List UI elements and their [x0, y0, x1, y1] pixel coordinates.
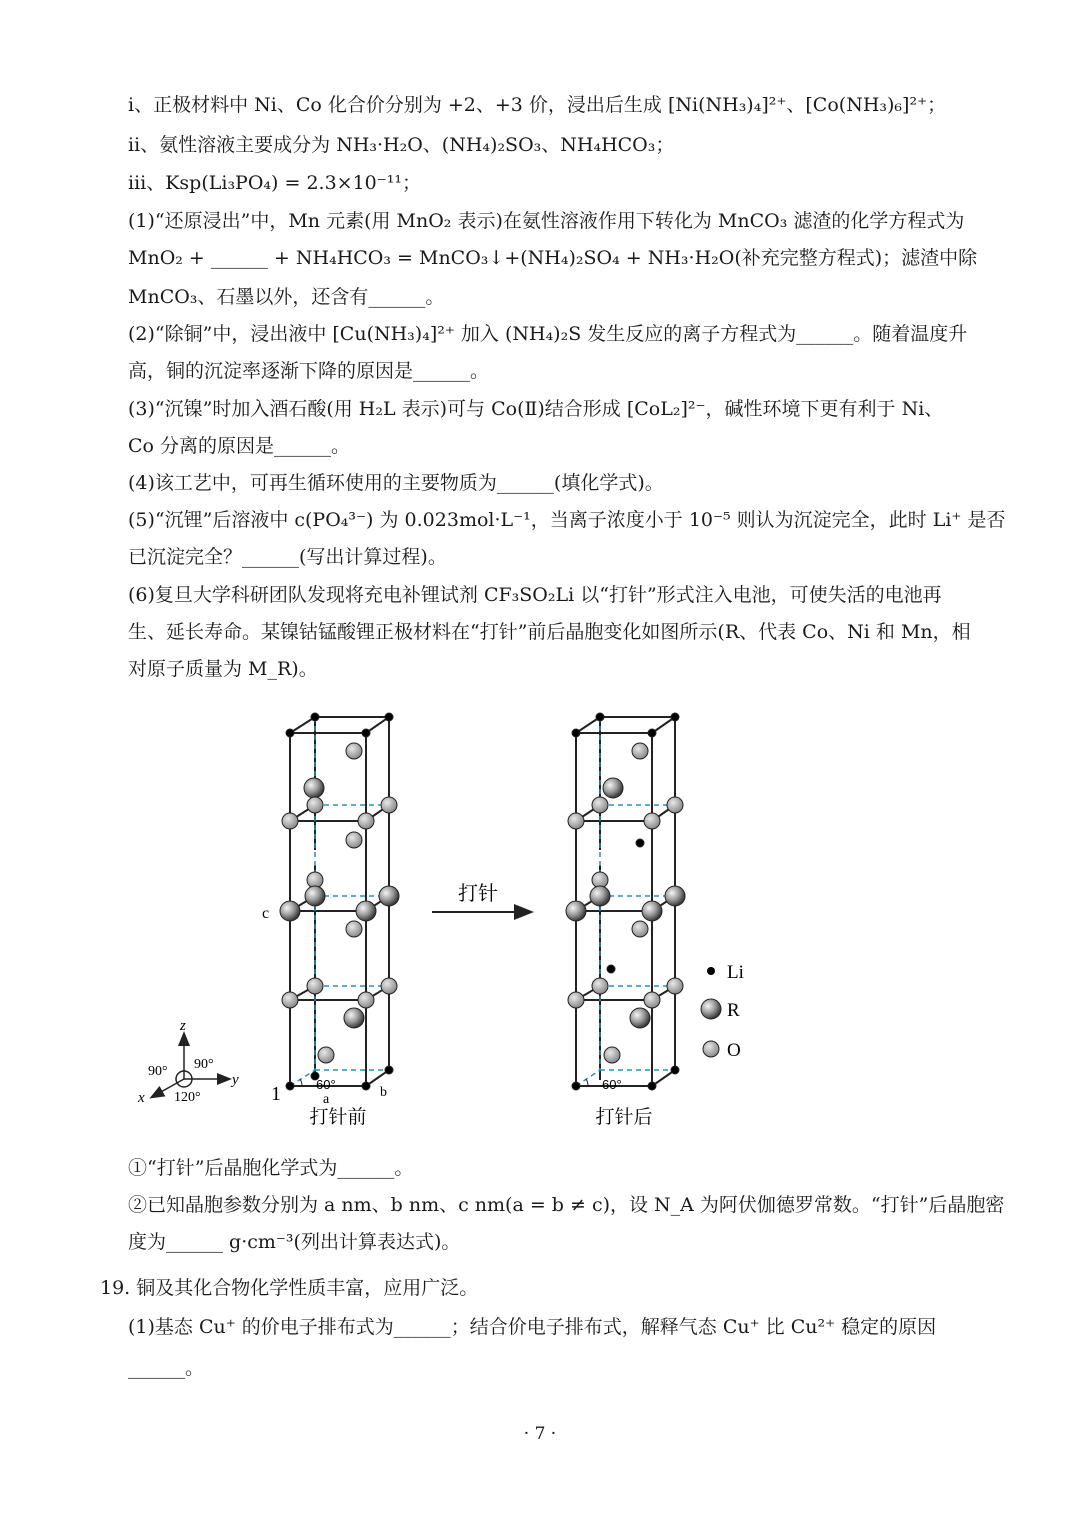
legend [701, 962, 744, 1061]
legend-li-swatch [707, 967, 715, 975]
question-19-part1-cont: ______。 [128, 1357, 205, 1379]
cell-after [576, 717, 675, 1086]
coord-angle-3: 120° [174, 1090, 201, 1105]
question-line: 生、延长寿命。某镍钴锰酸锂正极材料在“打针”前后晶胞变化如图所示(R、代表 Co、Ni 和 Mn，相 [128, 621, 971, 643]
origin-label: 1 [271, 1083, 281, 1105]
question-line: (2)“除铜”中，浸出液中 [Cu(NH₃)₄]²⁺ 加入 (NH₄)₂S 发生反应的离子方程式为______。随着温度升 [128, 323, 968, 345]
angle-label-before: 60° [316, 1077, 336, 1092]
coord-y: y [232, 1072, 239, 1088]
question-line: 高，铜的沉淀率逐渐下降的原因是______。 [128, 360, 490, 382]
question-line: (1)“还原浸出”中，Mn 元素(用 MnO₂ 表示)在氨性溶液作用下转化为 MnCO₃ 滤渣的化学方程式为 [128, 210, 965, 232]
angle-arc-after [586, 1079, 588, 1086]
legend-o-swatch [703, 1041, 719, 1057]
sub-question-2-cont: 度为______ g·cm⁻³(列出计算表达式)。 [128, 1231, 461, 1253]
note-3: ⅲ、Ksp(Li₃PO₄) = 2.3×10⁻¹¹； [128, 172, 422, 194]
note-2: ⅱ、氨性溶液主要成分为 NH₃·H₂O、(NH₄)₂SO₃、NH₄HCO₃； [128, 134, 675, 156]
question-19-title: 19. 铜及其化合物化学性质丰富，应用广泛。 [100, 1277, 479, 1299]
note-1: ⅰ、正极材料中 Ni、Co 化合价分别为 +2、+3 价，浸出后生成 [Ni(NH₃)₄]²⁺、[Co(NH₃)₆]²⁺； [128, 94, 947, 116]
question-line: (4)该工艺中，可再生循环使用的主要物质为______(填化学式)。 [128, 472, 664, 494]
coord-z: z [180, 1018, 186, 1034]
question-line: (5)“沉锂”后溶液中 c(PO₄³⁻) 为 0.023mol·L⁻¹，当离子浓度小于 10⁻⁵ 则认为沉淀完全，此时 Li⁺ 是否 [128, 509, 1006, 531]
legend-r-label: R [727, 1000, 740, 1021]
legend-li-label: Li [727, 962, 744, 983]
page-number: · 7 · [523, 1424, 557, 1444]
caption-after: 打针后 [595, 1106, 653, 1128]
question-line: 对原子质量为 M_R)。 [128, 658, 318, 680]
legend-o-label: O [727, 1040, 741, 1061]
cell-before [290, 717, 389, 1086]
crystal-cell-figure [130, 700, 850, 1140]
atoms-after [566, 713, 685, 1090]
axis-label-b: b [380, 1085, 387, 1100]
angle-arc-before [300, 1079, 302, 1086]
coord-angle-2: 90° [194, 1057, 214, 1072]
sub-question-1: ①“打针”后晶胞化学式为______。 [128, 1157, 414, 1179]
axis-label-c: c [262, 905, 270, 922]
question-line: (6)复旦大学科研团队发现将充电补锂试剂 CF₃SO₂Li 以“打针”形式注入电池，可使失活的电池再 [128, 584, 942, 606]
question-line: MnCO₃、石墨以外，还含有______。 [128, 286, 445, 308]
coord-x: x [138, 1090, 145, 1106]
caption-before: 打针前 [309, 1106, 367, 1128]
legend-r-swatch [701, 999, 721, 1019]
sub-question-2: ②已知晶胞参数分别为 a nm、b nm、c nm(a = b ≠ c)，设 N_A 为阿伏伽德罗常数。“打针”后晶胞密 [128, 1194, 1005, 1216]
arrow-label: 打针 [458, 881, 498, 905]
angle-label-after: 60° [602, 1077, 622, 1092]
coord-angle-1: 90° [148, 1064, 168, 1079]
question-line: MnO₂ + ______ + NH₄HCO₃ = MnCO₃↓+(NH₄)₂SO₄ + NH₃·H₂O(补充完整方程式)；滤渣中除 [128, 247, 978, 269]
question-line: 已沉淀完全？______(写出计算过程)。 [128, 546, 447, 568]
atoms-before [280, 713, 399, 1090]
question-line: Co 分离的原因是______。 [128, 435, 351, 457]
question-19-part1: (1)基态 Cu⁺ 的价电子排布式为______；结合价电子排布式，解释气态 Cu⁺ 比 Cu²⁺ 稳定的原因 [128, 1316, 937, 1338]
axis-label-a: a [323, 1092, 330, 1107]
question-line: (3)“沉镍”时加入酒石酸(用 H₂L 表示)可与 Co(Ⅱ)结合形成 [CoL₂]²⁻，碱性环境下更有利于 Ni、 [128, 398, 944, 420]
